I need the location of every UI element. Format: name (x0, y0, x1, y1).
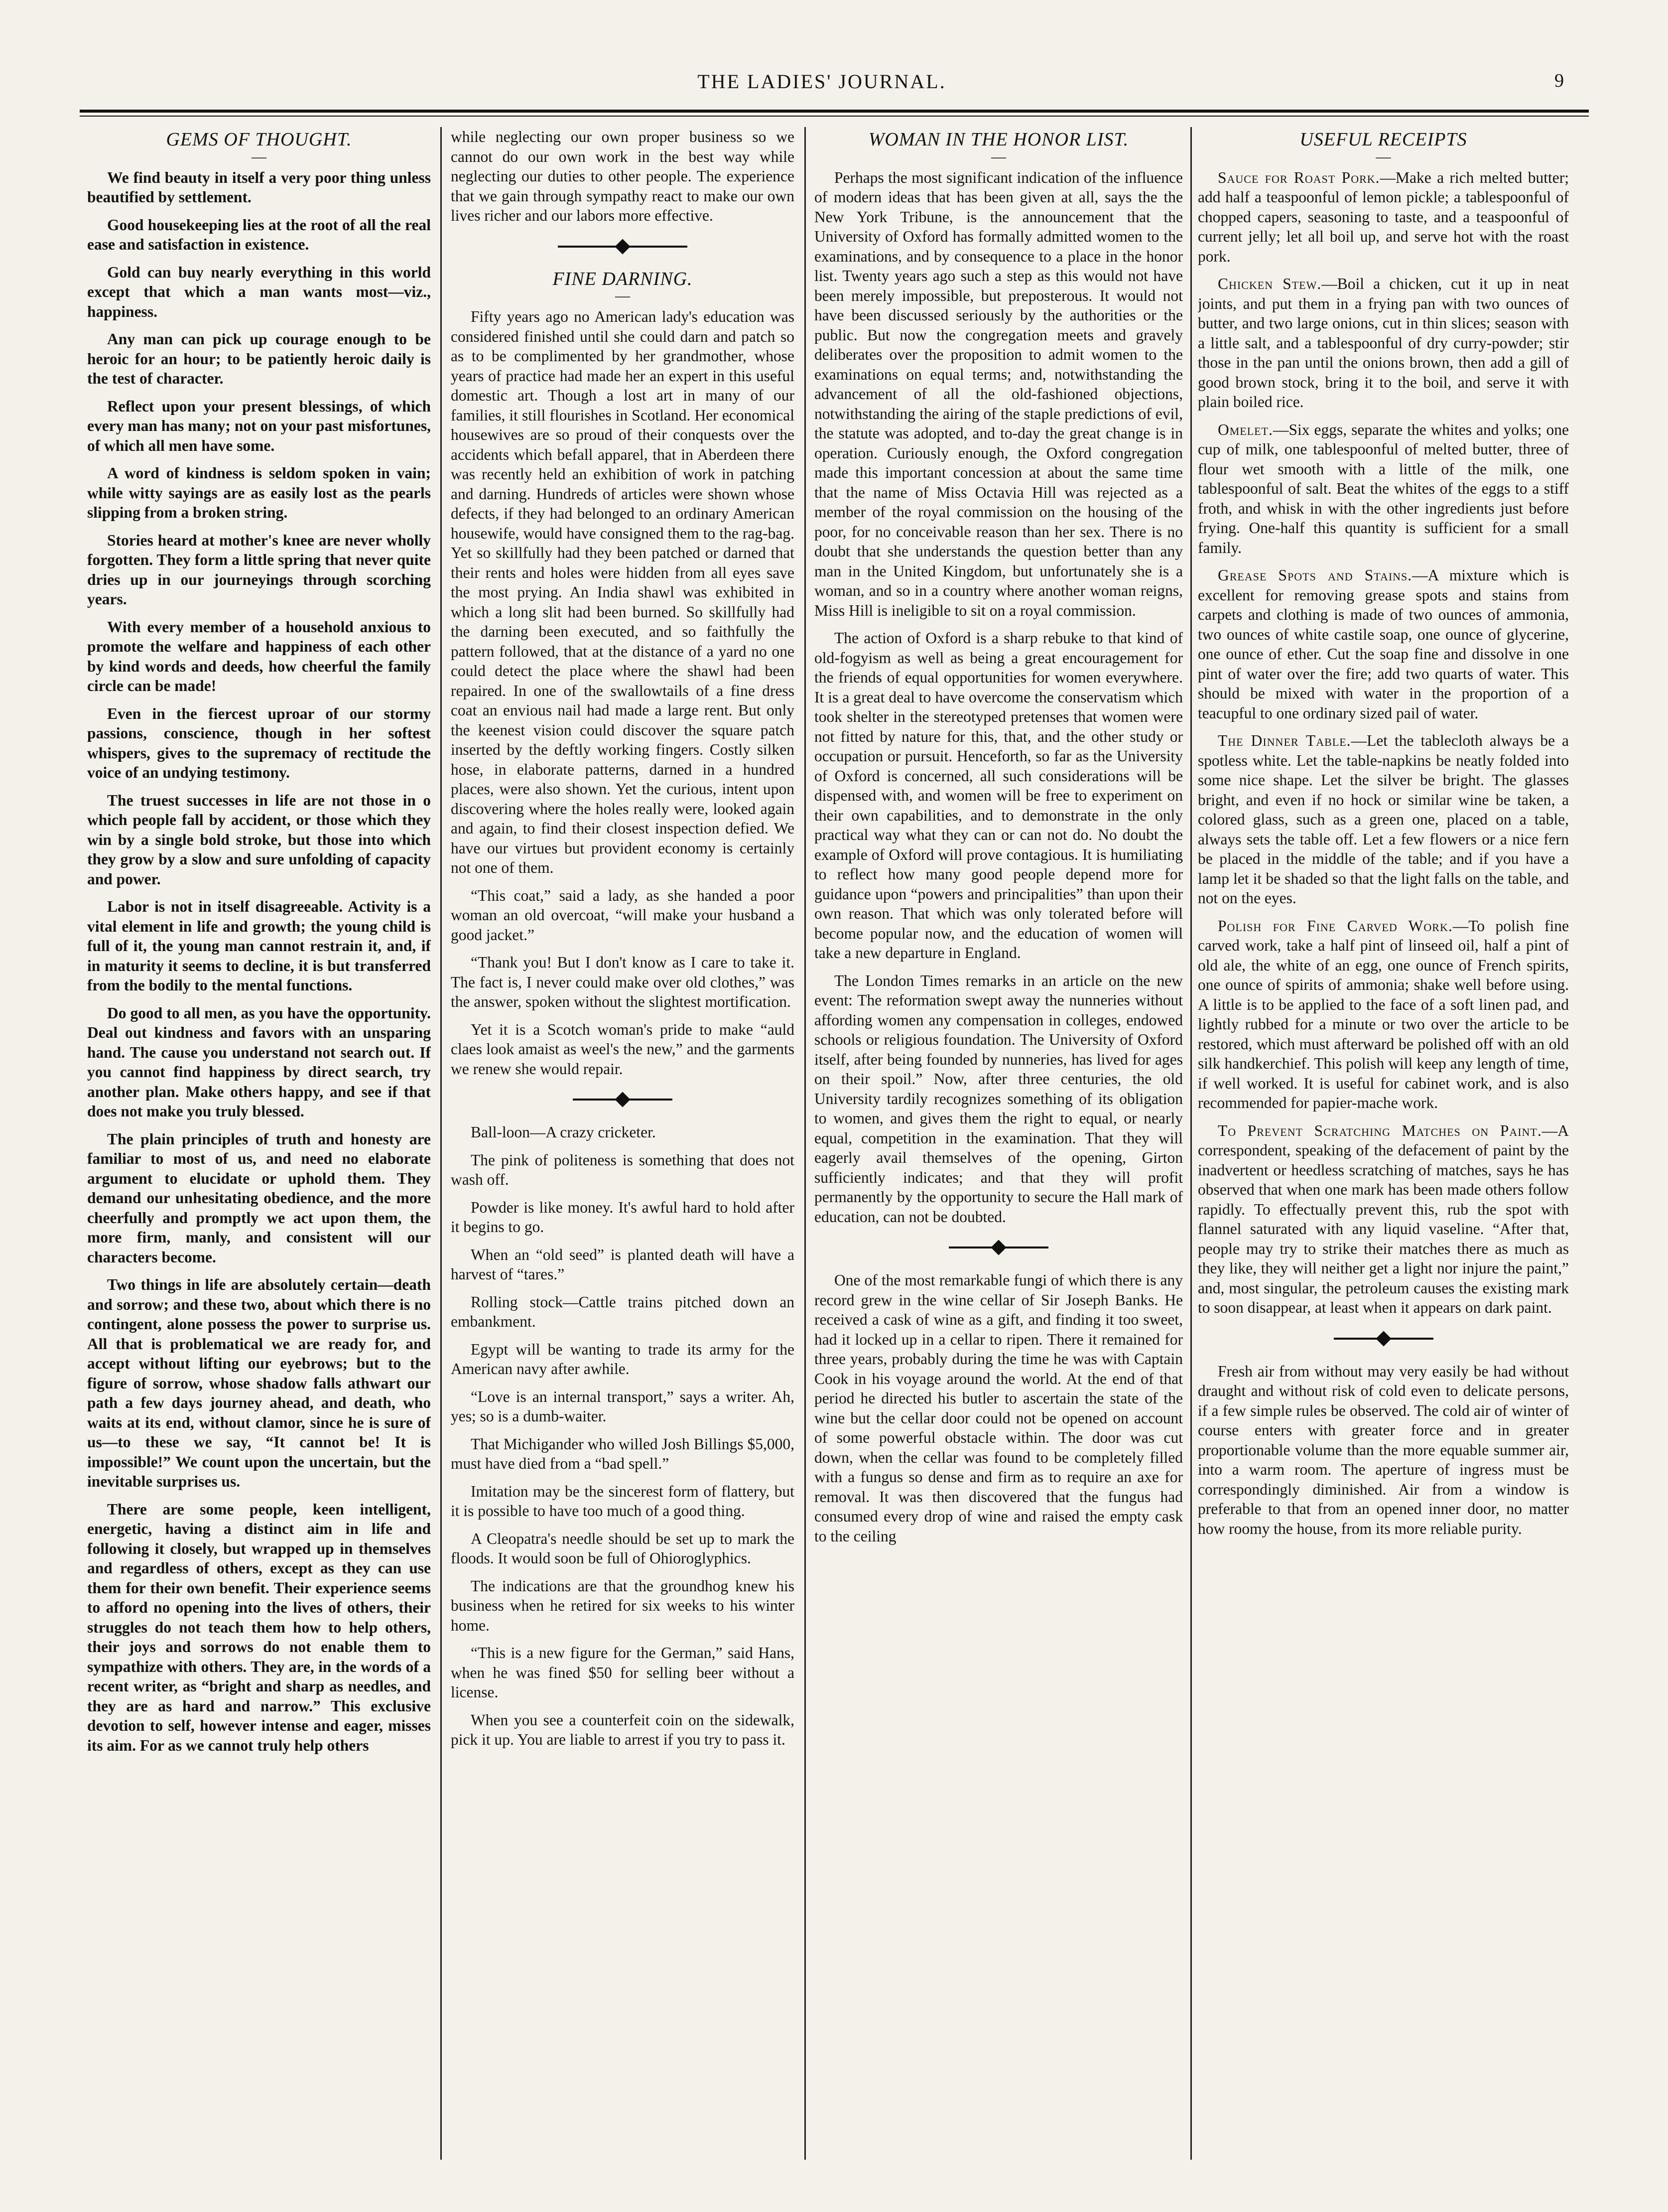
section-heading: FINE DARNING. (552, 268, 693, 289)
paragraph: “Thank you! But I don't know as I care to take it. The fact is, I never could make over old clothes,” was the answer, spoken without the slightest mortification. (451, 954, 794, 1010)
paragraph: Labor is not in itself disagreeable. Activity is a vital element in life and growth; the young child is full of it, the young man cannot restrain it, and, if in maturity it seems to decline, it is but transferred from the bodily to the mental functions. (87, 898, 431, 994)
paragraph: The London Times remarks in an article on the new event: The reformation swept away the nunneries without affording women any compensation in colleges, endowed schools or religious foundation. The University of Oxford itself, after being founded by nunneries, has lived for ages on their spoil.” Now, after three centuries, the old University tardily recognizes something of its obligation to women, and gives them the right to equal, or nearly equal, competition in the examination. That they will eagerly avail themselves of the opening, Girton sufficiently indicates; and that they will profit permanently by the opportunity to secure the Hall mark of education, can not be doubted. (814, 971, 1183, 1226)
paragraph: Good housekeeping lies at the root of all the real ease and satisfaction in existence. (87, 216, 431, 253)
paragraph: That Michigander who willed Josh Billings $5,000, must have died from a “bad spell.” (451, 1435, 794, 1472)
section-ornament (558, 237, 687, 257)
column-fine-darning: while neglecting our own proper business so we cannot do our own work in the best way while neglecting our duties to other people. The experience that we gain through sympathy react to make our own lives richer and our labors more effective. FINE DARNING. — Fifty years ago no American lady's education was considered finished until she could darn and patch so as to be complimented by her grandmother, whose years of practice had made her an expert in this useful domestic art. Though a lost art in many of our families, it still flourishes in Scotland. Her economical housewives are so proud of their conquests over the accidents which befall apparel, that in Aberdeen there was recently held an exhibition of work in patching and darning. Hundreds of articles were shown whose defects, if they had belonged to an ordinary American housewife, would have consigned them to the rag-bag. Yet so skillfully had they been patched or darned that their rents and holes were hidden from all eyes save the most prying. An India shawl was exhibited in which a long slit had been burned. So skillfully had the darning been executed, and so faithfully the pattern followed, that at the distance of a yard no one could detect the place where the shawl had been repaired. In one of the swallowtails of a fine dress coat an envious nail had made a large rent. But only the keenest vision could discover the square patch inserted by the deftly working fingers. Costly silken hose, in elaborate patterns, darned in a hundred places, were also shown. Yet the curious, intent upon discovering where the holes really were, looked again and again, to find their closest inspection defied. We have our virtues but provident economy is certainly not one of them. “This coat,” said a lady, as she handed a poor woman an old overcoat, “will make your husband a good jacket.” “Thank you! But I don't know as I care to take it. The fact is, I never could make over old clothes,” was the answer, spoken without the slightest mortification. Yet it is a Scotch woman's pride to make “auld claes look amaist as weel's the new,” and the garments we renew she would repair. Ball-loon—A crazy cricketer. The pink of politeness is something that does not wash off. Powder is like money. It's awful hard to hold after it begins to go. When an “old seed” is planted death will have a harvest of “tares.” Rolling stock—Cattle trains pitched down an embankment. Egypt will be wanting to trade its army for the American navy after awhile. “Love is an internal transport,” says a writer. Ah, yes; so is a dumb-waiter. That Michigander who willed Josh Billings $5,000, must have died from a “bad spell.” Imitation may be the sincerest form of flattery, but it is possible to have too much of a good thing. A Cleopatra's needle should be set up to mark the floods. It would soon be full of Ohioroglyphics. The indications are that the groundhog knew his business when he retired for six weeks to his winter home. “This is a new figure for the German,” said Hans, when he was fined $50 for selling beer without a license. When you see a counterfeit coin on the sidewalk, pick it up. You are liable to arrest if you try to pass it. (451, 127, 794, 2160)
paragraph: The truest successes in life are not those in o which people fall by accident, or those which they win by a single bold stroke, but those into which they grow by a slow and sure unfolding of capacity and power. (87, 791, 431, 888)
paragraph: Yet it is a Scotch woman's pride to make “auld claes look amaist as weel's the new,” and the garments we renew she would repair. (451, 1020, 794, 1078)
paragraph: Reflect upon your present blessings, of which every man has many; not on your past misfortunes, of which all men have some. (87, 397, 431, 454)
paragraph: Ball-loon—A crazy cricketer. (471, 1123, 656, 1141)
paragraph: A Cleopatra's needle should be set up to mark the floods. It would soon be full of Ohioroglyphics. (451, 1529, 794, 1567)
paragraph: A word of kindness is seldom spoken in vain; while witty sayings are as easily lost as the pearls slipping from a broken string. (87, 464, 431, 521)
paragraph: One of the most remarkable fungi of which there is any record grew in the wine cellar of Sir Joseph Banks. He received a cask of wine as a gift, and finding it too sweet, had it locked up in a cellar to ripen. There it remained for three years, probably during the time he was with Captain Cook in his voyage around the world. At the end of that period he directed his butler to ascertain the state of the wine but the cellar door could not be opened on account of some powerful obstacle within. The door was cut down, when the cellar was found to be completely filled with a fungus so dense and firm as to require an axe for removal. It was then discovered that the fungus had consumed every drop of wine and raised the empty cask to the ceiling (814, 1271, 1183, 1545)
paragraph: Two things in life are absolutely certain—death and sorrow; and these two, about which there is no contingent, alone possess the power to surprise us. All that is problematical we are ready for, and accept without lifting our eyebrows; but to the figure of sorrow, whose shadow falls athwart our path a few days journey ahead, and death, who waits at its end, without clamor, since he is sure of us—to these we say, “It cannot be! It is impossible!” We count upon the uncertain, but the inevitable surprises us. (87, 1276, 431, 1490)
paragraph: “Love is an internal transport,” says a writer. Ah, yes; so is a dumb-waiter. (451, 1387, 794, 1425)
paragraph: When you see a counterfeit coin on the sidewalk, pick it up. You are liable to arrest if you try to pass it. (451, 1711, 794, 1748)
recipe-text: —A mixture which is excellent for removing grease spots and stains from carpets and clothing is made of two ounces of ammonia, two ounces of white castile soap, one ounce of glycerine, one ounce of ether. Cut the soap fine and dissolve in one pint of water over the fire; add two quarts of water. This should be mixed with water in the proportion of a teacupful to one ordinary sized pail of water. (1198, 566, 1569, 722)
section-ornament (1334, 1329, 1433, 1349)
header-rule-thick (80, 110, 1589, 113)
recipe-text: —Six eggs, separate the whites and yolks; one cup of milk, one tablespoonful of melted butter, three of flour wet smooth with a little of the milk, one tablespoonful of salt. Beat the whites of the eggs to a stiff froth, and whisk in with the other ingredients just before frying. One-half this quantity is sufficient for a small family. (1198, 420, 1569, 556)
recipe (1198, 420, 1569, 558)
recipe-title: To Prevent Scratching Matches on Paint. (1218, 1121, 1542, 1139)
column-divider (440, 127, 442, 2160)
paragraph: The plain principles of truth and honesty are familiar to most of us, and need no elaborate argument to elucidate or uphold them. They demand our unhesitating obedience, and the more cheerfully and promptly we act upon them, the more firm, manly, and consistent will our characters become. (87, 1130, 431, 1266)
recipe-title: Grease Spots and Stains. (1218, 566, 1412, 584)
page-number: 9 (1554, 70, 1564, 91)
paragraph: Do good to all men, as you have the opportunity. Deal out kindness and favors with an unsparing hand. The cause you understand not search out. If you cannot find happiness by direct search, try another plan. Make others happy, and see if that does not make you truly blessed. (87, 1004, 431, 1120)
paragraph: Imitation may be the sincerest form of flattery, but it is possible to have too much of a good thing. (451, 1482, 794, 1520)
section-heading: USEFUL RECEIPTS (1299, 129, 1467, 150)
paragraph: Perhaps the most significant indication of the influence of modern ideas that has been given at all, says the the New York Tribune, is the announcement that the University of Oxford has formally admitted women to the examinations, and by consequence to a place in the honor list. Twenty years ago such a step as this would not have been merely impossible, but preposterous. It would not have been discussed seriously by the authorities or the public. But now the congregation meets and gravely deliberates over the proposition to admit women to the examinations on equal terms; and, notwithstanding the advancement of all the old-fashioned objections, notwithstanding the airing of the staple predictions of evil, the statute was adopted, and to-day the great change is in operation. Curiously enough, the Oxford congregation made this important concession at about the same time that the name of Miss Octavia Hill was rejected as a member of the royal commission on the housing of the poor, for no conceivable reason than her sex. There is no doubt that she understands the question better than any man in the United Kingdom, but unfortunately she is a woman, and so in a country where another woman reigns, Miss Hill is ineligible to sit on a royal commission. (814, 168, 1183, 619)
paragraph: “This is a new figure for the German,” said Hans, when he was fined $50 for selling beer without a license. (451, 1644, 794, 1701)
recipe-title: Polish for Fine Carved Work. (1218, 917, 1453, 935)
recipe-title: Sauce for Roast Pork. (1218, 168, 1380, 186)
column-divider (804, 127, 806, 2160)
paragraph-continued: while neglecting our own proper business so we cannot do our own work in the best way while neglecting our duties to other people. The experience that we gain through sympathy react to make our own lives richer and our labors more effective. (451, 128, 794, 224)
recipe (1198, 916, 1569, 1113)
recipe-title: Chicken Stew. (1218, 275, 1322, 292)
paragraph: Egypt will be wanting to trade its army for the American navy after awhile. (451, 1340, 794, 1378)
paragraph: Gold can buy nearly everything in this world except that which a man wants most—viz., happiness. (87, 263, 431, 320)
paragraph: Rolling stock—Cattle trains pitched down an embankment. (451, 1293, 794, 1330)
header-rule-thin (80, 116, 1589, 117)
recipe-title: The Dinner Table. (1218, 732, 1351, 749)
recipe (1198, 1121, 1569, 1318)
recipe (1198, 731, 1569, 908)
column-woman-in-honor-list: WOMAN IN THE HONOR LIST. — Perhaps the most significant indication of the influence of modern ideas that has been given at all, says the the New York Tribune, is the announcement that the University of Oxford has formally admitted women to the examinations, and by consequence to a place in the honor list. Twenty years ago such a step as this would not have been merely impossible, but preposterous. It would not have been discussed seriously by the authorities or the public. But now the congregation meets and gravely deliberates over the proposition to admit women to the examinations on equal terms; and, notwithstanding the advancement of all the old-fashioned objections, notwithstanding the airing of the staple predictions of evil, the statute was adopted, and to-day the great change is in operation. Curiously enough, the Oxford congregation made this important concession at about the same time that the name of Miss Octavia Hill was rejected as a member of the royal commission on the housing of the poor, for no conceivable reason than her sex. There is no doubt that she understands the question better than any man in the United Kingdom, but unfortunately she is a woman, and so in a country where another woman reigns, Miss Hill is ineligible to sit on a royal commission. The action of Oxford is a sharp rebuke to that kind of old-fogyism as well as being a great encouragement for the friends of equal opportunities for women everywhere. It is a great deal to have overcome the conservatism which took shelter in the stereotyped pretenses that women were not fitted by nature for this, that, and the other study or occupation or pursuit. Henceforth, so far as the University of Oxford is concerned, all such considerations will be dispensed with, and women will be free to experiment on their own capabilities, and to demonstrate in the only practical way what they can or can not do. No doubt the example of Oxford will prove contagious. It is humiliating to reflect how many good people depend more for guidance upon “powers and principalities” than upon their own reason. That which was only tolerated before will become popular now, and the education of women will take a new departure in England. The London Times remarks in an article on the new event: The reformation swept away the nunneries without affording women any compensation in colleges, endowed schools or religious foundation. The University of Oxford itself, after being founded by nunneries, has lived for ages on their spoil.” Now, after three centuries, the old University tardily recognizes something of its obligation to women, and gives them the right to equal, or nearly equal, competition in the examination. That they will eagerly avail themselves of the opening, Girton sufficiently indicates; and that they will profit permanently by the opportunity to secure the Hall mark of education, can not be doubted. One of the most remarkable fungi of which there is any record grew in the wine cellar of Sir Joseph Banks. He received a cask of wine as a gift, and finding it too sweet, had it locked up in a cellar to ripen. There it remained for three years, probably during the time he was with Captain Cook in his voyage around the world. At the end of that period he directed his butler to ascertain the state of the wine but the cellar door could not be opened on account of some powerful obstacle within. The door was cut down, when the cellar was found to be completely filled with a fungus so dense and firm as to require an axe for removal. It was then discovered that the fungus had consumed every drop of wine and raised the empty cask to the ceiling (814, 127, 1183, 2160)
paragraph: “This coat,” said a lady, as she handed a poor woman an old overcoat, “will make your husband a good jacket.” (451, 886, 794, 944)
paragraph: Even in the fiercest uproar of our stormy passions, conscience, though in her softest whispers, gives to the supremacy of rectitude the voice of an undying testimony. (87, 704, 431, 781)
page-header (80, 70, 1564, 105)
recipe-text: —Make a rich melted butter; add half a teaspoonful of lemon pickle; a tablespoonful of chopped capers, seasoning to taste, and a teaspoonful of current jelly; let all boil up, and serve hot with the roast pork. (1198, 168, 1569, 265)
recipe (1198, 565, 1569, 723)
journal-title: THE LADIES' JOURNAL. (697, 70, 946, 93)
recipe-text: —Let the tablecloth always be a spotless white. Let the table-napkins be neatly folded into some nice shape. Let the silver be bright. The glasses bright, and even if no hock or similar wine be taken, a colored glass, such as a green one, placed on a table, always sets the table off. Let a few flowers or a nice fern be placed in the middle of the table; and if you have a lamp let it be shaded so that the light falls on the table, and not on the eyes. (1198, 732, 1569, 907)
section-ornament (573, 1090, 672, 1109)
recipe (1198, 274, 1569, 412)
recipe (1198, 168, 1569, 267)
recipe-text: —A correspondent, speaking of the defacement of paint by the inadvertent or heedless scratching of matches, says he has observed that when one mark has been made others follow rapidly. To effectually prevent this, rub the spot with flannel saturated with any liquid vaseline. “After that, people may try to strike their matches there as much as they like, they will neither get a light nor injure the paint,” and, most singular, the petroleum causes the existing mark to soon disappear, at least when it appears on dark paint. (1198, 1121, 1569, 1316)
recipe-title: Omelet. (1218, 420, 1273, 438)
column-divider (1190, 127, 1192, 2160)
paragraph: When an “old seed” is planted death will have a harvest of “tares.” (451, 1245, 794, 1283)
recipe-text: —Boil a chicken, cut it up in neat joints, and put them in a frying pan with two ounces of butter, and two large onions, cut in thin slices; season with a little salt, and a tablespoonful of dry curry-powder; stir those in the pan until the onions brown, then add a gill of good brown stock, bring it to the boil, and serve it with plain boiled rice. (1198, 275, 1569, 411)
paragraph: We find beauty in itself a very poor thing unless beautified by settlement. (87, 168, 431, 206)
paragraph: Powder is like money. It's awful hard to hold after it begins to go. (451, 1198, 794, 1236)
section-heading: GEMS OF THOUGHT. (166, 129, 352, 150)
paragraph: The pink of politeness is something that does not wash off. (451, 1151, 794, 1188)
section-heading: WOMAN IN THE HONOR LIST. (868, 129, 1129, 150)
paragraph: Fifty years ago no American lady's education was considered finished until she could darn and patch so as to be complimented by her grandmother, whose years of practice had made her an expert in this useful domestic art. Though a lost art in many of our families, it still flourishes in Scotland. Her economical housewives are so proud of their conquests over the accidents which befall apparel, that in Aberdeen there was recently held an exhibition of work in patching and darning. Hundreds of articles were shown whose defects, if they had belonged to an ordinary American housewife, would have consigned them to the rag-bag. Yet so skillfully had they been patched or darned that their rents and holes were hidden from all eyes save the most prying. An India shawl was exhibited in which a long slit had been burned. So skillfully had the darning been executed, and so faithfully the pattern followed, that at the distance of a yard no one could detect the place where the shawl had been repaired. In one of the swallowtails of a fine dress coat an envious nail had made a large rent. But only the keenest vision could discover the square patch inserted by the deftly working fingers. Costly silken hose, in elaborate patterns, darned in a hundred places, were also shown. Yet the curious, intent upon discovering where the holes really were, looked again and again, to find their closest inspection defied. We have our virtues but provident economy is certainly not one of them. (451, 308, 794, 876)
paragraph: Stories heard at mother's knee are never wholly forgotten. They form a little spring that never quite dries up in our journeyings through scorching years. (87, 531, 431, 608)
paragraph: Any man can pick up courage enough to be heroic for an hour; to be patiently heroic daily is the test of character. (87, 330, 431, 387)
paragraph: The indications are that the groundhog knew his business when he retired for six weeks to his winter home. (451, 1577, 794, 1634)
section-ornament (949, 1238, 1048, 1257)
column-useful-receipts: USEFUL RECEIPTS — Sauce for Roast Pork.—Make a rich melted butter; add half a teaspoonful of lemon pickle; a tablespoonful of chopped capers, seasoning to taste, and a teaspoonful of current jelly; let all boil up, and serve hot with the roast pork. Chicken Stew.—Boil a chicken, cut it up in neat joints, and put them in a frying pan with two ounces of butter, and two large onions, cut in thin slices; season with a little salt, and a tablespoonful of dry curry-powder; stir those in the pan until the onions brown, then add a gill of good brown stock, bring it to the boil, and serve it with plain boiled rice. Omelet.—Six eggs, separate the whites and yolks; one cup of milk, one tablespoonful of melted butter, three of flour wet smooth with a little of the milk, one tablespoonful of salt. Beat the whites of the eggs to a stiff froth, and whisk in with the other ingredients just before frying. One-half this quantity is sufficient for a small family. Grease Spots and Stains.—A mixture which is excellent for removing grease spots and stains from carpets and clothing is made of two ounces of ammonia, two ounces of white castile soap, one ounce of glycerine, one ounce of ether. Cut the soap fine and dissolve in one pint of water over the fire; add two quarts of water. This should be mixed with water in the proportion of a teacupful to one ordinary sized pail of water. The Dinner Table.—Let the tablecloth always be a spotless white. Let the table-napkins be neatly folded into some nice shape. Let the silver be bright. The glasses bright, and even if no hock or similar wine be taken, a colored glass, such as a green one, placed on a table, always sets the table off. Let a few flowers or a nice fern be placed in the middle of the table; and if you have a lamp let it be shaded so that the light falls on the table, and not on the eyes. Polish for Fine Carved Work.—To polish fine carved work, take a half pint of linseed oil, half a pint of old ale, the white of an egg, one ounce of French spirits, one ounce of spirits of ammonia; shake well before using. A little is to be applied to the face of a soft linen pad, and lightly rubbed for a minute or two over the article to be restored, which must afterward be polished off with an old silk handkerchief. This polish will keep any length of time, if well worked. It is useful for cabinet work, and is also recommended for papier-mache work. To Prevent Scratching Matches on Paint.—A correspondent, speaking of the defacement of paint by the inadvertent or heedless scratching of matches, says he has observed that when one mark has been made others follow rapidly. To effectually prevent this, rub the spot with flannel saturated with any liquid vaseline. “After that, people may try to strike their matches there as much as they like, they will neither get a light nor injure the paint,” and, most singular, the petroleum causes the existing mark to soon disappear, at least when it appears on dark paint. Fresh air from without may very easily be had without draught and without risk of cold even to delicate persons, if a few simple rules be observed. The cold air of winter of course enters with greater force and in greater proportionable volume than the more equable summer air, into a warm room. The aperture of ingress must be correspondingly diminished. Air from a window is preferable to that from an opened inner door, no matter how roomy the house, from its more reliable purity. (1198, 127, 1569, 2160)
column-gems-of-thought: GEMS OF THOUGHT. — We find beauty in itself a very poor thing unless beautified by settlement. Good housekeeping lies at the root of all the real ease and satisfaction in existence. Gold can buy nearly everything in this world except that which a man wants most—viz., happiness. Any man can pick up courage enough to be heroic for an hour; to be patiently heroic daily is the test of character. Reflect upon your present blessings, of which every man has many; not on your past misfortunes, of which all men have some. A word of kindness is seldom spoken in vain; while witty sayings are as easily lost as the pearls slipping from a broken string. Stories heard at mother's knee are never wholly forgotten. They form a little spring that never quite dries up in our journeyings through scorching years. With every member of a household anxious to promote the welfare and happiness of each other by kind words and deeds, how cheerful the family circle can be made! Even in the fiercest uproar of our stormy passions, conscience, though in her softest whispers, gives to the supremacy of rectitude the voice of an undying testimony. The truest successes in life are not those in o which people fall by accident, or those which they win by a single bold stroke, but those into which they grow by a slow and sure unfolding of capacity and power. Labor is not in itself disagreeable. Activity is a vital element in life and growth; the young child is full of it, the young man cannot restrain it, and, if in maturity it seems to decline, it is but transferred from the bodily to the mental functions. Do good to all men, as you have the opportunity. Deal out kindness and favors with an unsparing hand. The cause you understand not search out. If you cannot find happiness by direct search, try another plan. Make others happy, and see if that does not make you truly blessed. The plain principles of truth and honesty are familiar to most of us, and need no elaborate argument to elucidate or uphold them. They demand our unhesitating obedience, and the more cheerfully and promptly we act upon them, the more firm, manly, and consistent will our characters become. Two things in life are absolutely certain—death and sorrow; and these two, about which there is no contingent, alone possess the power to surprise us. All that is problematical we are ready for, and accept without lifting our eyebrows; but to the figure of sorrow, whose shadow falls athwart our path a few days journey ahead, and death, who waits at its end, without clamor, since he is sure of us—to these we say, “It cannot be! It is impossible!” We count upon the uncertain, but the inevitable surprises us. There are some people, keen intelligent, energetic, having a distinct aim in life and following it closely, but wrapped up in themselves and regardless of others, except as they can use them for their own benefit. Their experience seems to afford no opening into the lives of others, their struggles do not teach them how to help others, their joys and sorrows do not enable them to sympathize with others. They are, in the words of a recent writer, as “bright and sharp as needles, and they are as hard and narrow.” This exclusive devotion to self, however intense and eager, misses its aim. For as we cannot truly help others (87, 127, 431, 2160)
recipe-text: —To polish fine carved work, take a half pint of linseed oil, half a pint of old ale, the white of an egg, one ounce of French spirits, one ounce of spirits of ammonia; shake well before using. A little is to be applied to the face of a soft linen pad, and lightly rubbed for a minute or two over the article to be restored, which must afterward be polished off with an old silk handkerchief. This polish will keep any length of time, if well worked. It is useful for cabinet work, and is also recommended for papier-mache work. (1198, 917, 1569, 1111)
paragraph: Fresh air from without may very easily be had without draught and without risk of cold even to delicate persons, if a few simple rules be observed. The cold air of winter of course enters with greater force and in greater proportionable volume than the more equable summer air, into a warm room. The aperture of ingress must be correspondingly diminished. Air from a window is preferable to that from an opened inner door, no matter how roomy the house, from its more reliable purity. (1198, 1362, 1569, 1537)
paragraph: The action of Oxford is a sharp rebuke to that kind of old-fogyism as well as being a great encouragement for the friends of equal opportunities for women everywhere. It is a great deal to have overcome the conservatism which took shelter in the stereotyped pretenses that women were not fitted by nature for this, that, and the other study or occupation or pursuit. Henceforth, so far as the University of Oxford is concerned, all such considerations will be dispensed with, and women will be free to experiment on their own capabilities, and to demonstrate in the only practical way what they can or can not do. No doubt the example of Oxford will prove contagious. It is humiliating to reflect how many good people depend more for guidance upon “powers and principalities” than upon their own reason. That which was only tolerated before will become popular now, and the education of women will take a new departure in England. (814, 629, 1183, 962)
paragraph: There are some people, keen intelligent, energetic, having a distinct aim in life and following it closely, but wrapped up in themselves and regardless of others, except as they can use them for their own benefit. Their experience seems to afford no opening into the lives of others, their struggles do not teach them how to help others, their joys and sorrows do not enable them to sympathize with others. They are, in the words of a recent writer, as “bright and sharp as needles, and they are as hard and narrow.” This exclusive devotion to self, however intense and eager, misses its aim. For as we cannot truly help others (87, 1500, 431, 1754)
paragraph: With every member of a household anxious to promote the welfare and happiness of each other by kind words and deeds, how cheerful the family circle can be made! (87, 618, 431, 694)
